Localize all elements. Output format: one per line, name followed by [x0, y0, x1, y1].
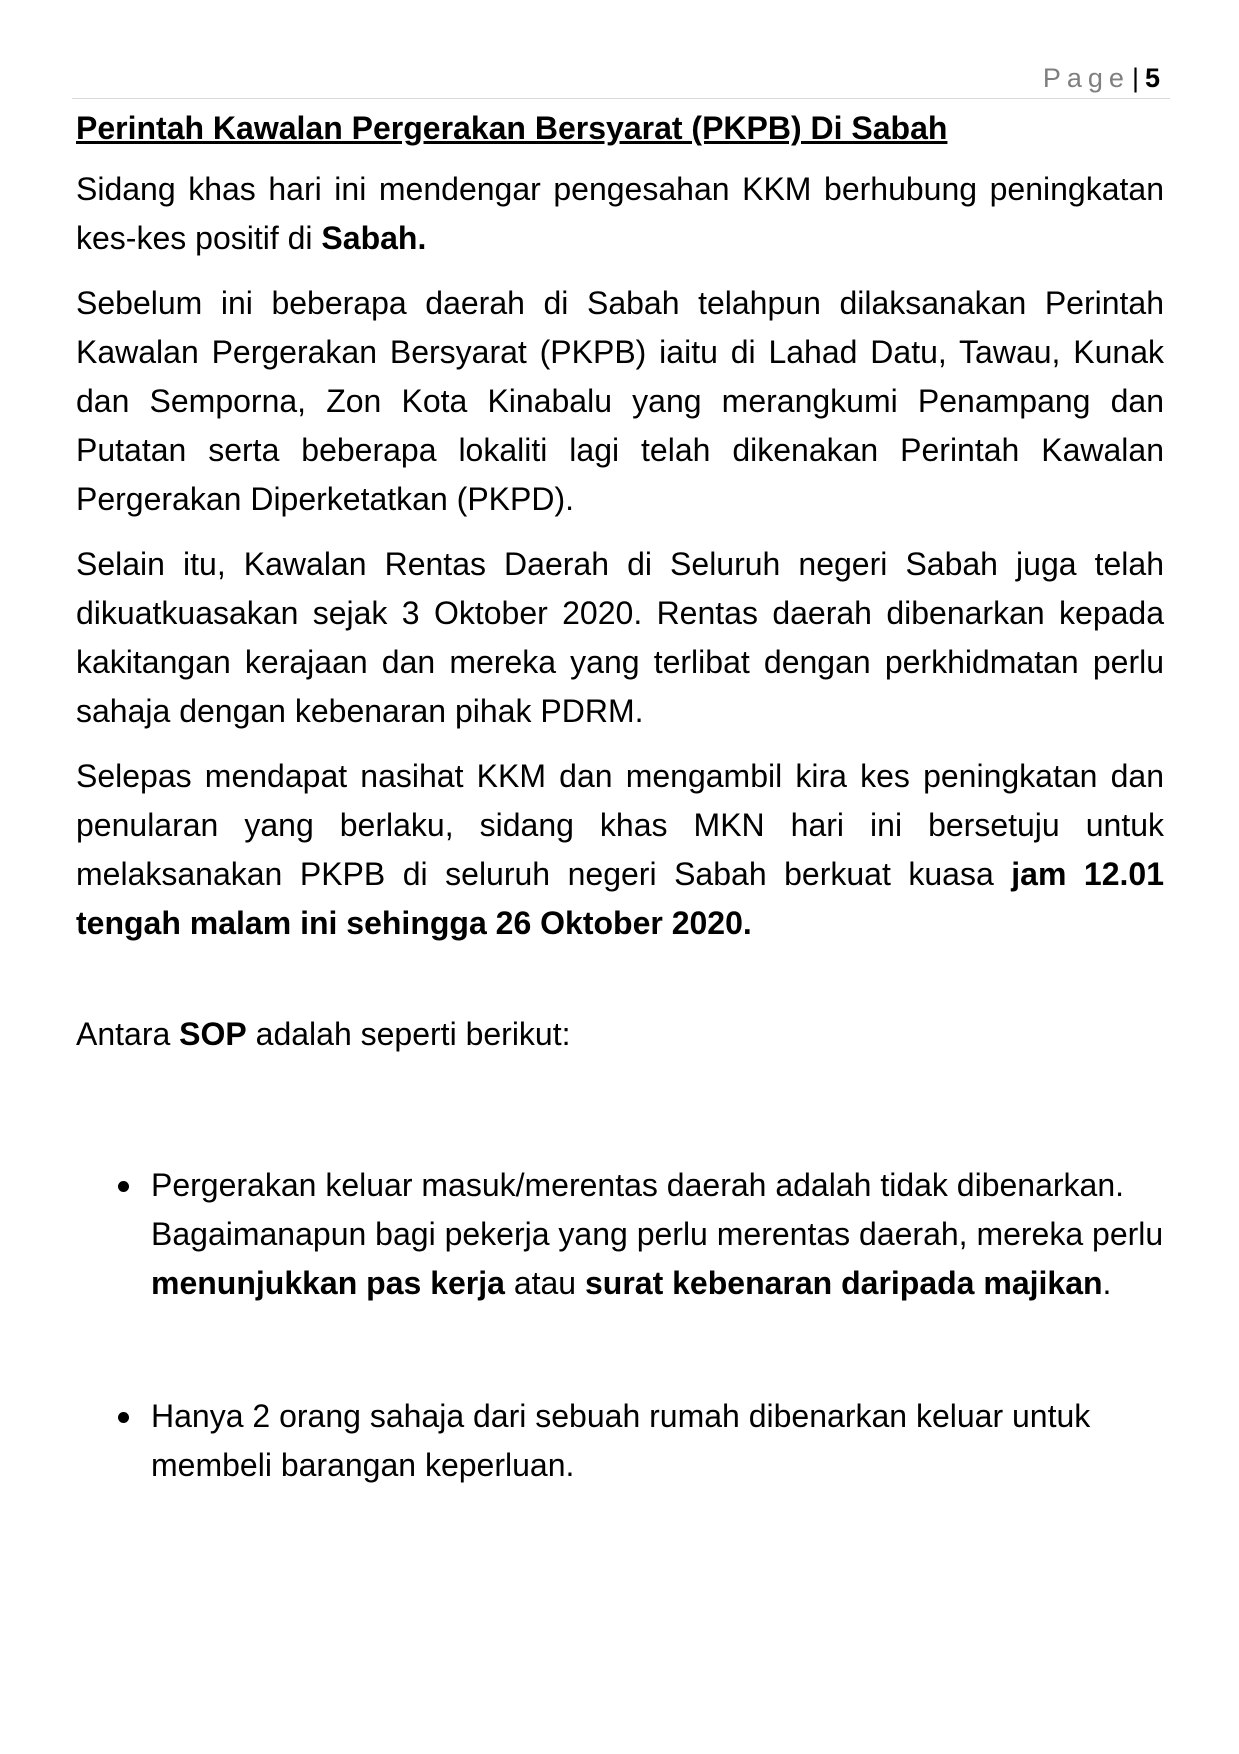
sop-intro-before: Antara — [76, 1016, 180, 1052]
paragraph-3: Selain itu, Kawalan Rentas Daerah di Seluruh negeri Sabah juga telah dikuatkuasakan sejak 3 Oktober 2020. Rentas daerah dibenarkan kepada kakitangan kerajaan dan mereka yang terlibat dengan perkhidmatan perlu sahaja dengan kebenaran pihak PDRM. — [76, 546, 1164, 729]
paragraph-1 — [76, 165, 1164, 263]
paragraph-4-bold: jam 12.01 tengah malam ini sehingga 26 Oktober 2020. — [76, 856, 1165, 941]
page-number: 5 — [1144, 63, 1160, 93]
document-body — [76, 104, 1164, 1490]
paragraph-2: Sebelum ini beberapa daerah di Sabah telahpun dilaksanakan Perintah Kawalan Pergerakan Bersyarat (PKPB) iaitu di Lahad Datu, Tawau, Kunak dan Semporna, Zon Kota Kinabalu yang merangkumi Penampang dan Putatan serta beberapa lokaliti lagi telah dikenakan Perintah Kawalan Pergerakan Diperketatkan (PKPD). — [76, 285, 1164, 517]
page-number-line — [1043, 62, 1160, 94]
paragraph-1-bold: Sabah. — [321, 220, 427, 256]
bullet-1-bold-1: menunjukkan pas kerja — [151, 1265, 505, 1301]
list-item — [76, 1161, 1164, 1308]
page-label: Page — [1042, 63, 1130, 93]
bullet-1-text: Pergerakan keluar masuk/merentas daerah adalah tidak dibenarkan. Bagaimanapun bagi pekerja yang perlu merentas daerah, mereka perlu — [151, 1167, 1164, 1252]
paragraph-4 — [76, 752, 1164, 948]
bullet-1-text-2: atau — [504, 1265, 585, 1301]
page-header — [72, 60, 1170, 99]
bullet-icon — [118, 1181, 129, 1192]
paragraph-4-text: Selepas mendapat nasihat KKM dan mengambil kira kes peningkatan dan penularan yang berlaku, sidang khas MKN hari ini bersetuju untuk melaksanakan PKPB di seluruh negeri Sabah berkuat kuasa — [76, 758, 1164, 892]
list-item — [76, 1392, 1164, 1490]
page-separator: | — [1131, 63, 1139, 93]
sop-intro-after: adalah seperti berikut: — [246, 1016, 571, 1052]
bullet-icon — [118, 1412, 129, 1423]
sop-list — [76, 1161, 1164, 1490]
section-title: Perintah Kawalan Pergerakan Bersyarat (PKPB) Di Sabah — [76, 110, 948, 146]
bullet-1-text-3: . — [1102, 1265, 1112, 1301]
paragraph-1-text: Sidang khas hari ini mendengar pengesahan KKM berhubung peningkatan kes-kes positif di — [76, 171, 1164, 256]
sop-intro-bold: SOP — [179, 1016, 247, 1052]
bullet-2-text: Hanya 2 orang sahaja dari sebuah rumah dibenarkan keluar untuk membeli barangan keperluan. — [151, 1398, 1091, 1483]
sop-intro — [76, 1010, 1164, 1059]
bullet-1-bold-2: surat kebenaran daripada majikan — [584, 1265, 1103, 1301]
